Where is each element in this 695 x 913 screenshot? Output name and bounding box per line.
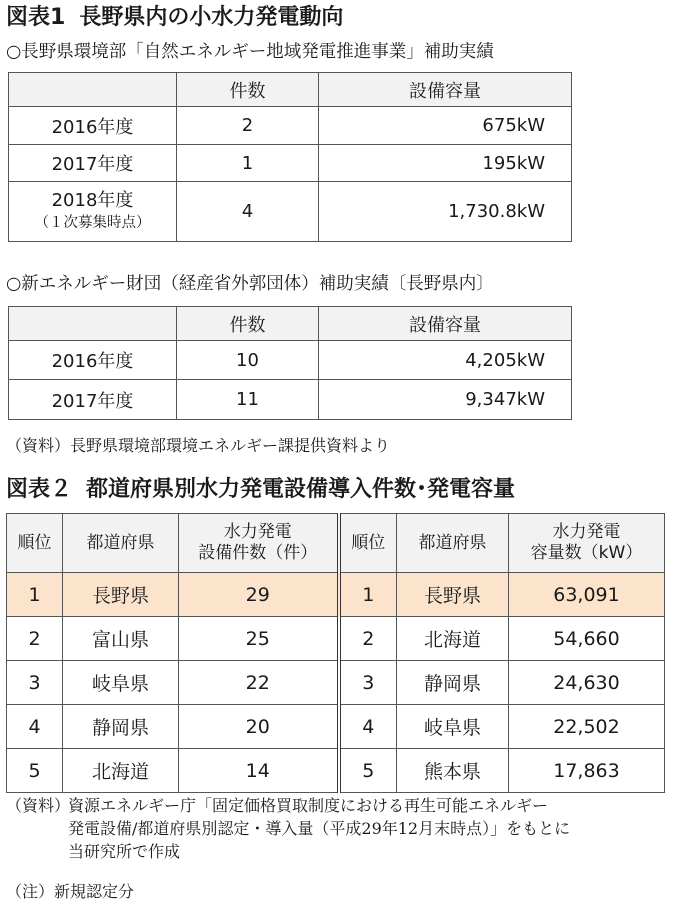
pref-cell: 静岡県 bbox=[63, 705, 179, 749]
pref-cell: 北海道 bbox=[397, 617, 509, 661]
table-header-row bbox=[7, 514, 665, 573]
year-cell bbox=[9, 182, 177, 242]
header-capacity: 設備容量 bbox=[319, 73, 572, 107]
figure1-title bbox=[6, 4, 343, 32]
rank-cell: 5 bbox=[339, 749, 397, 793]
header-capacity-line2: 容量数（kW） bbox=[530, 543, 643, 563]
pref-cell: 北海道 bbox=[63, 749, 179, 793]
count-cell: 20 bbox=[179, 705, 339, 749]
header-rank-right: 順位 bbox=[339, 514, 397, 573]
count-cell: 2 bbox=[177, 107, 319, 145]
subsidy-table-nef bbox=[8, 306, 572, 420]
count-cell: 11 bbox=[177, 380, 319, 420]
figure2-label: 図表２ bbox=[6, 477, 73, 502]
rank-cell: 2 bbox=[7, 617, 63, 661]
rank-cell: 3 bbox=[7, 661, 63, 705]
pref-cell: 熊本県 bbox=[397, 749, 509, 793]
rank-cell: 4 bbox=[339, 705, 397, 749]
rank-cell: 4 bbox=[7, 705, 63, 749]
capacity-cell: 22,502 bbox=[509, 705, 665, 749]
header-count bbox=[179, 514, 339, 573]
year-cell: 2017年度 bbox=[9, 380, 177, 420]
figure2-title-text: 都道府県別水力発電設備導入件数･発電容量 bbox=[86, 477, 516, 502]
figure1-source: （資料）長野県環境部環境エネルギー課提供資料より bbox=[6, 436, 391, 455]
source-line: 資源エネルギー庁「固定価格買取制度における再生可能エネルギー bbox=[68, 796, 549, 815]
figure2-source-label: （資料） bbox=[6, 796, 71, 815]
year-subnote: （１次募集時点） bbox=[34, 214, 151, 231]
table-header-row bbox=[9, 307, 572, 341]
pref-cell: 岐阜県 bbox=[397, 705, 509, 749]
count-cell: 4 bbox=[177, 182, 319, 242]
year-cell: 2017年度 bbox=[9, 145, 177, 182]
capacity-cell: 675kW bbox=[319, 107, 572, 145]
pref-cell: 長野県 bbox=[397, 573, 509, 617]
count-cell: 14 bbox=[179, 749, 339, 793]
figure2-title bbox=[6, 476, 515, 504]
rank-cell: 3 bbox=[339, 661, 397, 705]
table-row bbox=[9, 380, 572, 420]
capacity-cell: 24,630 bbox=[509, 661, 665, 705]
capacity-cell: 1,730.8kW bbox=[319, 182, 572, 242]
capacity-cell: 17,863 bbox=[509, 749, 665, 793]
table-row bbox=[9, 145, 572, 182]
section-b-heading: ○新エネルギー財団（経産省外郭団体）補助実績〔長野県内〕 bbox=[6, 274, 494, 294]
count-cell: 25 bbox=[179, 617, 339, 661]
header-pref-right: 都道府県 bbox=[397, 514, 509, 573]
header-count-line2: 設備件数（件） bbox=[198, 543, 318, 563]
table-row bbox=[9, 182, 572, 242]
header-rank-left: 順位 bbox=[7, 514, 63, 573]
header-capacity-line1: 水力発電 bbox=[552, 522, 621, 542]
pref-cell: 静岡県 bbox=[397, 661, 509, 705]
rank-cell: 5 bbox=[7, 749, 63, 793]
table-row bbox=[7, 749, 665, 793]
capacity-cell: 54,660 bbox=[509, 617, 665, 661]
figure2-source bbox=[68, 794, 570, 863]
table-row bbox=[9, 341, 572, 380]
count-cell: 22 bbox=[179, 661, 339, 705]
count-cell: 29 bbox=[179, 573, 339, 617]
capacity-cell: 195kW bbox=[319, 145, 572, 182]
rank-cell: 1 bbox=[7, 573, 63, 617]
year-cell: 2016年度 bbox=[9, 107, 177, 145]
capacity-cell: 4,205kW bbox=[319, 341, 572, 380]
table-row bbox=[7, 617, 665, 661]
header-count-line1: 水力発電 bbox=[223, 522, 292, 542]
rank-cell: 1 bbox=[339, 573, 397, 617]
header-count: 件数 bbox=[177, 73, 319, 107]
header-blank bbox=[9, 307, 177, 341]
subsidy-table-prefecture bbox=[8, 72, 572, 242]
pref-cell: 長野県 bbox=[63, 573, 179, 617]
table-row-highlighted bbox=[7, 573, 665, 617]
figure1-label: 図表1 bbox=[6, 5, 66, 30]
capacity-cell: 63,091 bbox=[509, 573, 665, 617]
header-count: 件数 bbox=[177, 307, 319, 341]
capacity-cell: 9,347kW bbox=[319, 380, 572, 420]
figure1-title-text: 長野県内の小水力発電動向 bbox=[79, 5, 344, 30]
table-row bbox=[9, 107, 572, 145]
count-cell: 10 bbox=[177, 341, 319, 380]
source-line: 発電設備/都道府県別認定・導入量（平成29年12月末時点）」をもとに bbox=[68, 819, 571, 838]
count-cell: 1 bbox=[177, 145, 319, 182]
header-pref-left: 都道府県 bbox=[63, 514, 179, 573]
prefecture-ranking-table bbox=[6, 513, 665, 793]
rank-cell: 2 bbox=[339, 617, 397, 661]
section-a-heading: ○長野県環境部「自然エネルギー地域発電推進事業」補助実績 bbox=[6, 42, 494, 62]
year-text: 2018年度 bbox=[51, 189, 134, 211]
figure2-note: （注）新規認定分 bbox=[6, 882, 135, 901]
pref-cell: 富山県 bbox=[63, 617, 179, 661]
header-capacity bbox=[509, 514, 665, 573]
pref-cell: 岐阜県 bbox=[63, 661, 179, 705]
table-row bbox=[7, 661, 665, 705]
year-cell: 2016年度 bbox=[9, 341, 177, 380]
table-header-row bbox=[9, 73, 572, 107]
source-line: 当研究所で作成 bbox=[68, 842, 181, 861]
header-capacity: 設備容量 bbox=[319, 307, 572, 341]
header-blank bbox=[9, 73, 177, 107]
table-row bbox=[7, 705, 665, 749]
